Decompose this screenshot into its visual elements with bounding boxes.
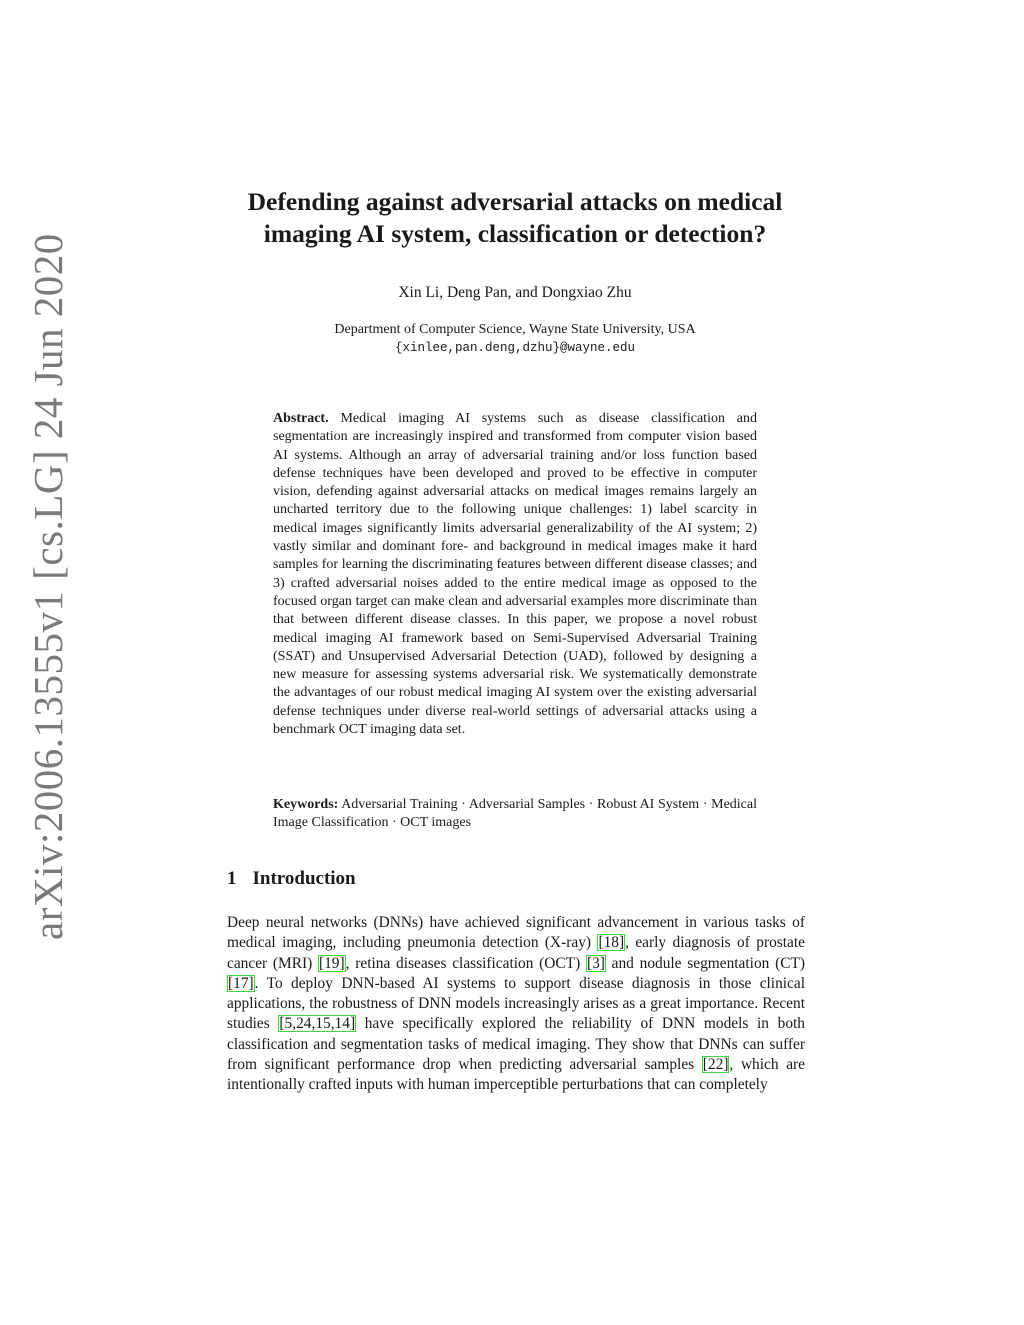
title-line-1: Defending against adversarial attacks on medical bbox=[247, 187, 783, 216]
citation-link-22[interactable]: [22] bbox=[702, 1056, 729, 1074]
abstract bbox=[273, 410, 757, 739]
citation-link-17[interactable]: [17] bbox=[228, 974, 254, 992]
abstract-text: Medical imaging AI systems such as disease classification and segmentation are increasingly inspired and transformed from computer vision based AI systems. Although an array of adversarial training and/or loss function based defense techniques have been developed and proved to be effective in computer vision, defending against adversarial attacks on medical images remains largely an uncharted territory due to the following unique challenges: 1) label scarcity in medical images significantly limits adversarial generalizability of the AI system; 2) vastly similar and dominant fore- and background in medical images make it hard samples for learning the discriminating features between different disease classes; and 3) crafted adversarial noises added to the entire medical image as opposed to the focused organ target can make clean and adversarial examples more discriminate than that between different disease classes. In this paper, we propose a novel robust medical imaging AI framework based on Semi-Supervised Adversarial Training (SSAT) and Unsupervised Adversarial Detection (UAD), followed by designing a new measure for assessing systems adversarial risk. We systematically demonstrate the advantages of our robust medical imaging AI system over the existing adversarial defense techniques under diverse real-world settings of adversarial attacks using a benchmark OCT imaging data set. bbox=[273, 411, 758, 738]
affiliation-department: Department of Computer Science, Wayne State University, USA bbox=[334, 322, 696, 337]
intro-text-7: , which are intentionally crafted inputs with human imperceptible perturbations that can completely bbox=[227, 1056, 805, 1094]
keywords bbox=[273, 796, 757, 833]
citation-link-19[interactable]: [19] bbox=[318, 954, 345, 972]
intro-text-6: have specifically explored the reliability of DNN models in both classification and segmentation tasks of medical imaging. They show that DNNs can suffer from significant performance drop when predicting adversarial samples bbox=[227, 1015, 805, 1074]
intro-text-4: and nodule segmentation (CT) bbox=[605, 954, 806, 972]
abstract-label: Abstract. bbox=[273, 411, 329, 426]
citation-link-5-24-15-14[interactable]: [5,24,15,14] bbox=[279, 1015, 356, 1033]
paper-title bbox=[200, 186, 830, 250]
intro-text-1: Deep neural networks (DNNs) have achieved significant advancement in various tasks of medical imaging, including pneumonia detection (X-ray) bbox=[227, 914, 805, 952]
title-line-2: imaging AI system, classification or detection? bbox=[263, 219, 767, 248]
affiliation-block bbox=[200, 320, 830, 358]
author-list: Xin Li, Deng Pan, and Dongxiao Zhu bbox=[398, 284, 632, 301]
keywords-label: Keywords: bbox=[273, 797, 339, 812]
intro-text-5: . To deploy DNN-based AI systems to support disease diagnosis in those clinical applications, the robustness of DNN models increasingly arises as a great importance. Recent studies bbox=[227, 974, 805, 1033]
section-title: Introduction bbox=[252, 868, 356, 889]
section-number: 1 bbox=[227, 868, 237, 889]
keywords-text: Adversarial Training · Adversarial Samples · Robust AI System · Medical Image Classification · OCT images bbox=[273, 797, 757, 831]
intro-text-3: , retina diseases classification (OCT) bbox=[345, 954, 586, 972]
citation-link-3[interactable]: [3] bbox=[586, 954, 605, 972]
section-heading-introduction bbox=[227, 868, 356, 890]
author-emails: {xinlee,pan.deng,dzhu}@wayne.edu bbox=[394, 341, 636, 355]
intro-text-2: , early diagnosis of prostate cancer (MRI) bbox=[227, 934, 805, 972]
citation-link-18[interactable]: [18] bbox=[598, 934, 625, 952]
introduction-paragraph bbox=[227, 913, 805, 1096]
arxiv-identifier-stamp: arXiv:2006.13555v1 [cs.LG] 24 Jun 2020 bbox=[25, 233, 71, 940]
